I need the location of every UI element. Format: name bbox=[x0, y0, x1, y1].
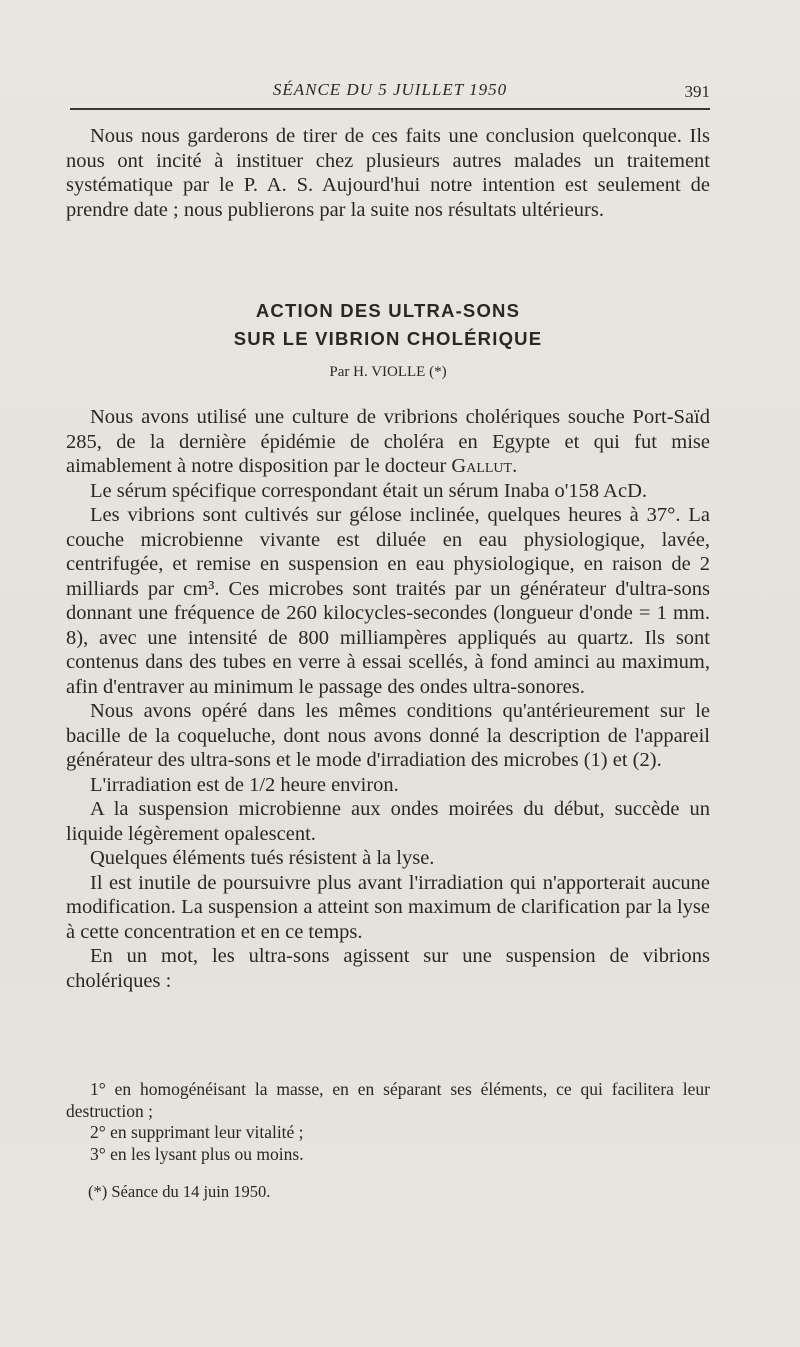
body-paragraph-5: L'irradiation est de 1/2 heure environ. bbox=[90, 773, 399, 796]
article-title-line-1: ACTION DES ULTRA-SONS bbox=[255, 300, 521, 321]
body-paragraph-3: Les vibrions sont cultivés sur gélose inclinée, quelques heures à 37°. La couche microbienne vivante est diluée en eau physiologique, lavée, centrifugée, et remise en suspension en eau physiologique, en raison de 2 milliards par cm³. Ces microbes sont traités par un générateur d'ultra-sons donnant une fréquence de 260 kilocycles-secondes (longueur d'onde = 1 mm. 8), avec une intensité de 800 milliampères appliqués au quartz. Ils sont contenus dans des tubes en verre à essai scellés, à fond aminci au maximum, afin d'entraver au minimum le passage des ondes ultra-sonores. bbox=[66, 504, 710, 698]
body-paragraph-6: A la suspension microbienne aux ondes moirées du début, succède un liquide légèrement opalescent. bbox=[66, 798, 710, 845]
body-paragraph-1: Nous avons utilisé une culture de vribrions cholériques souche Port-Saïd 285, de la dernière épidémie de choléra en Egypte et qui fut mise aimablement à notre disposition par le docteur Gallut. bbox=[66, 406, 710, 477]
body-paragraph-2: Le sérum spécifique correspondant était un sérum Inaba o'158 AcD. bbox=[90, 479, 648, 502]
article-title-line-2: SUR LE VIBRION CHOLÉRIQUE bbox=[233, 328, 543, 349]
article-title bbox=[66, 297, 710, 353]
running-head bbox=[70, 80, 710, 108]
intro-paragraph: Nous nous garderons de tirer de ces faits une conclusion quelconque. Ils nous ont incité à instituer chez plusieurs autres malades un traitement systématique par le P. A. S. Aujourd'hui notre intention est seulement de prendre date ; nous publierons par la suite nos résultats ultérieurs. bbox=[66, 125, 710, 221]
conclusion-list bbox=[66, 1079, 710, 1165]
article-body bbox=[66, 405, 710, 993]
running-title: SÉANCE DU 5 JUILLET 1950 bbox=[272, 80, 508, 99]
author-name-smallcaps: Gallut bbox=[451, 455, 513, 477]
body-paragraph-7: Quelques éléments tués résistent à la lyse. bbox=[90, 847, 435, 869]
byline: Par H. VIOLLE (*) bbox=[329, 364, 447, 380]
page-number: 391 bbox=[684, 82, 710, 101]
body-paragraph-4: Nous avons opéré dans les mêmes conditions qu'antérieurement sur le bacille de la coqueluche, dont nous avons donné la description de l'appareil générateur des ultra-sons et le mode d'irradiation des microbes (1) et (2). bbox=[66, 700, 710, 771]
body-paragraph-9: En un mot, les ultra-sons agissent sur une suspension de vibrions cholériques : bbox=[66, 945, 710, 992]
intro-paragraph-block bbox=[66, 124, 710, 222]
list-item-1: 1° en homogénéisant la masse, en en séparant ses éléments, ce qui facilitera leur destruction ; bbox=[66, 1079, 710, 1121]
footnote: (*) Séance du 14 juin 1950. bbox=[88, 1182, 271, 1201]
body-paragraph-8: Il est inutile de poursuivre plus avant l'irradiation qui n'apporterait aucune modification. La suspension a atteint son maximum de clarification par la lyse à cette concentration et en ce temps. bbox=[66, 871, 710, 943]
list-item-2: 2° en supprimant leur vitalité ; bbox=[90, 1122, 304, 1142]
body-paragraph-1-text: Nous avons utilisé une culture de vribrions cholériques souche Port-Saïd 285, de la dernière épidémie de choléra en Egypte et qui fut mise aimablement à notre disposition par le docteur bbox=[66, 406, 710, 477]
header-rule bbox=[70, 108, 710, 110]
list-item-3: 3° en les lysant plus ou moins. bbox=[90, 1143, 304, 1164]
